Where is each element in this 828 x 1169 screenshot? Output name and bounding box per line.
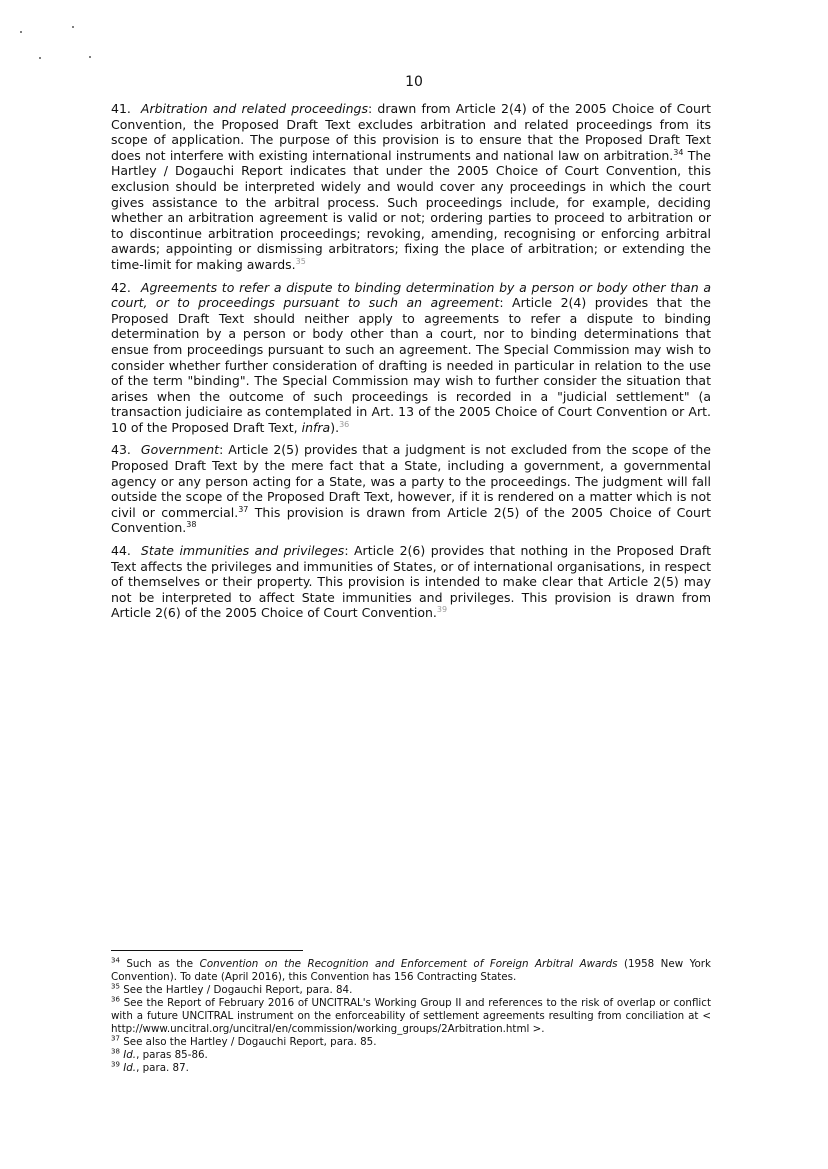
italic-text: infra bbox=[301, 419, 331, 435]
footnote-text: , paras 85-86. bbox=[136, 1049, 208, 1061]
footnote-37 bbox=[111, 1036, 711, 1049]
paragraph-44 bbox=[111, 543, 711, 621]
footnote-text: See the Hartley / Dogauchi Report, para. 84. bbox=[119, 984, 353, 996]
footnote-text: , para. 87. bbox=[136, 1062, 189, 1074]
paragraph-text: : Article 2(6) provides that nothing in the Proposed Draft Text affects the privileges and immunities of States, or of international organisations, in respect of themselves or their property. This provision is intended to make clear that Article 2(5) may not be interpreted to affect State immunities and privileges. This provision is drawn from Article 2(6) of the 2005 Choice of Court Convention. bbox=[111, 543, 711, 621]
footnote-italic: Convention on the Recognition and Enforcement of Foreign Arbitral Awards bbox=[199, 958, 618, 970]
footnote-number: 36 bbox=[111, 995, 120, 1004]
footnote-38 bbox=[111, 1049, 711, 1062]
footnote-text: See also the Hartley / Dogauchi Report, para. 85. bbox=[119, 1036, 377, 1048]
paragraph-text: : drawn from Article 2(4) of the 2005 Choice of Court Convention, the Proposed Draft Text excludes arbitration and related proceedings from its scope of application. The purpose of this provision is to ensure that the Proposed Draft Text does not interfere with existing international instruments and national law on arbitration. bbox=[111, 101, 711, 163]
footnote-35 bbox=[111, 984, 711, 997]
footnote-ref[interactable]: 34 bbox=[673, 147, 684, 157]
footnote-number: 37 bbox=[111, 1034, 120, 1043]
footnote-italic: Id. bbox=[123, 1062, 137, 1074]
footnote-ref[interactable]: 39 bbox=[436, 605, 448, 615]
paragraph-number: 44. bbox=[111, 543, 131, 559]
paragraph-43 bbox=[111, 442, 711, 536]
footnote-36 bbox=[111, 997, 711, 1036]
paragraph-heading: Arbitration and related proceedings bbox=[140, 101, 368, 116]
scan-speck bbox=[89, 56, 91, 58]
footnote-ref[interactable]: 38 bbox=[186, 520, 197, 530]
paragraph-number: 43. bbox=[111, 442, 131, 458]
paragraph-text: The Hartley / Dogauchi Report indicates that under the 2005 Choice of Court Convention, this exclusion should be interpreted widely and would cover any proceedings in which the court gives assistance to the arbitral process. Such proceedings include, for example, deciding whether an arbitration agreement is valid or not; ordering parties to proceed to arbitration or to discontinue arbitration proceedings; revoking, amending, recognising or enforcing arbitral awards; appointing or dismissing arbitrators; fixing the place of arbitration; or extending the time-limit for making awards. bbox=[111, 147, 711, 272]
scan-speck bbox=[39, 57, 41, 59]
paragraph-42 bbox=[111, 280, 711, 436]
footnote-ref[interactable]: 37 bbox=[238, 504, 249, 514]
footnote-number: 34 bbox=[111, 956, 120, 965]
footnote-number: 35 bbox=[111, 982, 120, 991]
paragraph-text: : Article 2(5) provides that a judgment is not excluded from the scope of the Proposed Draft Text by the mere fact that a State, including a government, a governmental agency or any person acting for a State, was a party to the proceedings. The judgment will fall outside the scope of the Proposed Draft Text, however, if it is rendered on a matter which is not civil or commercial. bbox=[111, 442, 711, 520]
footnote-number: 38 bbox=[111, 1047, 120, 1056]
scan-speck bbox=[20, 31, 22, 33]
footnote-italic: Id. bbox=[123, 1049, 137, 1061]
page-number: 10 bbox=[405, 74, 423, 90]
paragraph-number: 41. bbox=[111, 101, 131, 116]
paragraph-heading: State immunities and privileges bbox=[140, 543, 345, 559]
paragraph-number: 42. bbox=[111, 279, 131, 295]
paragraph-text: ). bbox=[330, 419, 340, 435]
paragraph-heading: Government bbox=[140, 442, 220, 458]
footnote-text: See the Report of February 2016 of UNCITRAL's Working Group II and references to the risk of overlap or conflict with a future UNCITRAL instrument on the enforceability of settlement agreements resulting from conciliation at < http://www.uncitral.org/uncitral/en/commission/working_groups/2Arbitration.html >. bbox=[111, 997, 711, 1035]
footnote-number: 39 bbox=[111, 1060, 120, 1069]
document-body bbox=[111, 101, 711, 628]
footnote-separator bbox=[111, 950, 303, 951]
footnote-ref[interactable]: 36 bbox=[339, 419, 350, 429]
paragraph-heading: Agreements to refer a dispute to binding determination by a person or body other than a court, or to proceedings pursuant to such an agreement bbox=[111, 279, 711, 311]
paragraph-text: This provision is drawn from Article 2(5) of the 2005 Choice of Court Convention. bbox=[111, 504, 711, 536]
footnote-text: Such as the bbox=[119, 958, 200, 970]
scan-speck bbox=[72, 26, 74, 28]
footnote-39 bbox=[111, 1062, 711, 1075]
footnote-ref[interactable]: 35 bbox=[295, 256, 306, 266]
paragraph-41 bbox=[111, 101, 711, 273]
footnote-text: (1958 New York Convention). To date (April 2016), this Convention has 156 Contracting States. bbox=[111, 958, 712, 983]
footnotes bbox=[111, 958, 711, 1075]
paragraph-text: : Article 2(4) provides that the Proposed Draft Text should neither apply to agreements to refer a dispute to binding determination by a person or body other than a court, nor to binding determinations that ensue from proceedings pursuant to such an agreement. The Special Commission may wish to consider whether further consideration of drafting is needed in particular in relation to the use of the term "binding". The Special Commission may wish to further consider the situation that arises when the outcome of such proceedings is recorded in a "judicial settlement" (a transaction judiciaire as contemplated in Art. 13 of the 2005 Choice of Court Convention or Art. 10 of the Proposed Draft Text, bbox=[111, 295, 711, 435]
footnote-34 bbox=[111, 958, 711, 984]
